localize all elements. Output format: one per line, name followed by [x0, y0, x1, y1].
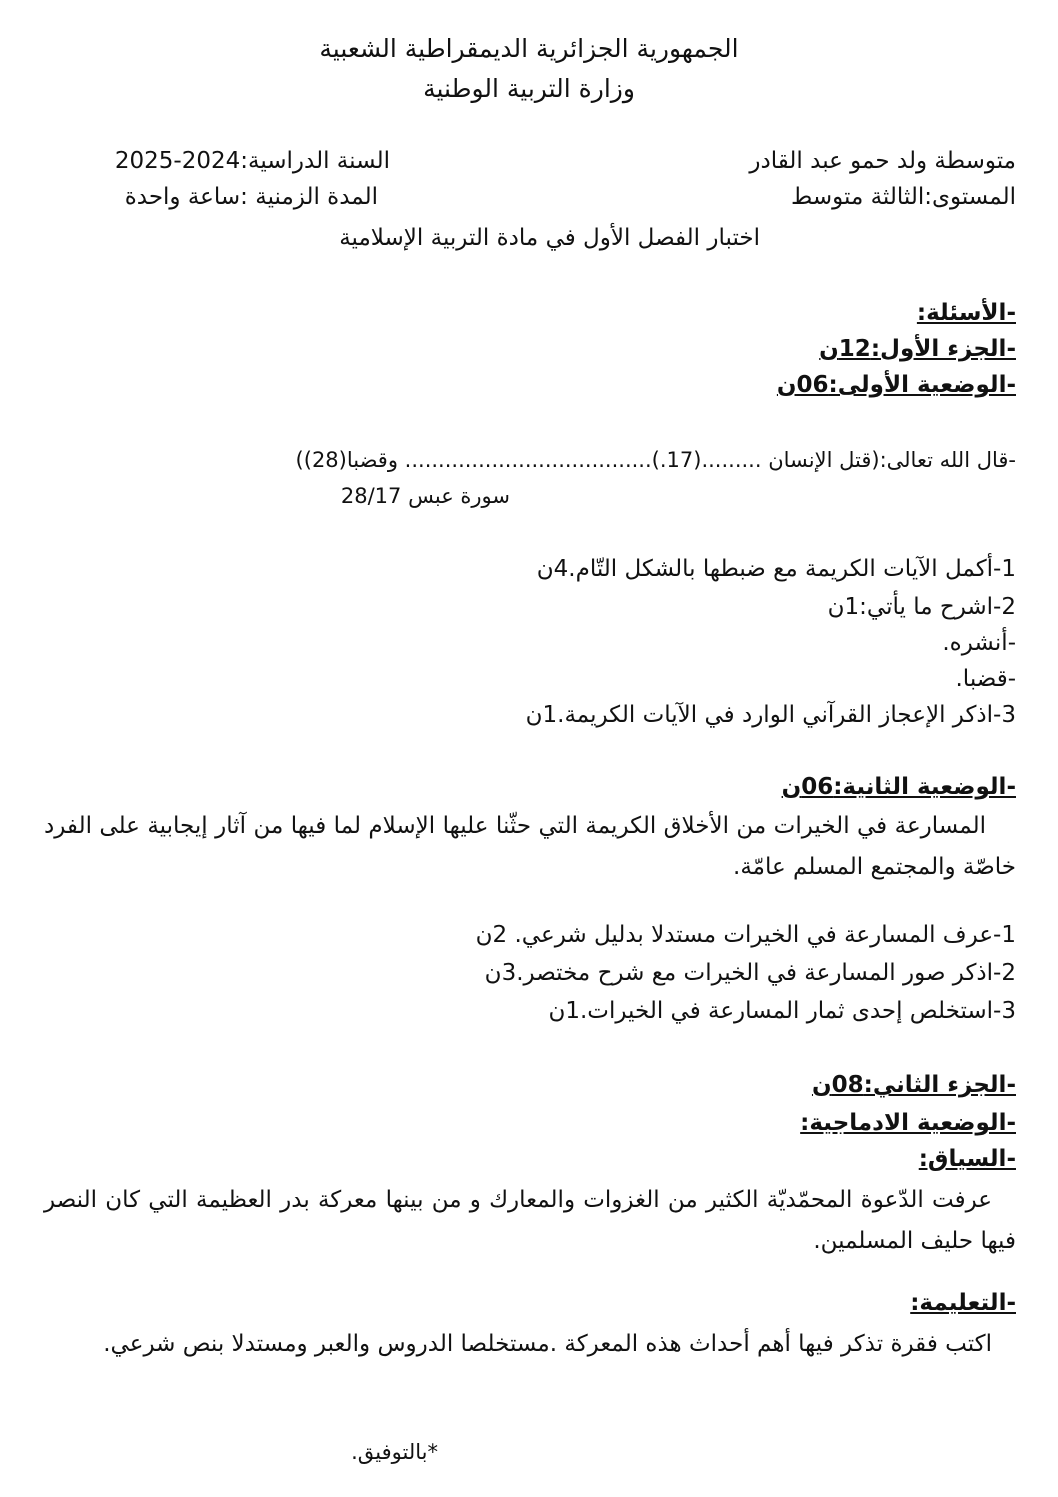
s2-question-2: 2-اذكر صور المسارعة في الخيرات مع شرح مختصر.3ن: [484, 960, 1016, 986]
school-year: السنة الدراسية:2024-2025: [114, 148, 390, 174]
level: المستوى:الثالثة متوسط: [791, 184, 1016, 210]
situation2-text: المسارعة في الخيرات من الأخلاق الكريمة التي حثّنا عليها الإسلام لما فيها من آثار إيجابية على الفرد خاصّة والمجتمع المسلم عامّة.: [44, 813, 1016, 880]
task-text: اكتب فقرة تذكر فيها أهم أحداث هذه المعركة .مستخلصا الدروس والعبر ومستدلا بنص شرعي.: [103, 1331, 992, 1357]
s2-question-3: 3-استخلص إحدى ثمار المسارعة في الخيرات.1ن: [548, 998, 1016, 1024]
context-heading: -السياق:: [918, 1146, 1016, 1172]
part1-heading: -الجزء الأول:12ن: [819, 336, 1016, 362]
school-name: متوسطة ولد حمو عبد القادر: [749, 148, 1016, 174]
good-luck: *بالتوفيق.: [351, 1440, 438, 1464]
situation2-heading: -الوضعية الثانية:06ن: [781, 774, 1016, 800]
integration-heading: -الوضعية الادماجية:: [800, 1110, 1016, 1136]
question-2: 2-اشرح ما يأتي:1ن: [827, 594, 1016, 620]
verse-line: -قال الله تعالى:(قتل الإنسان .........(17.)..................................... وقضبا(28)): [295, 448, 1016, 472]
question-2b: -قضبا.: [955, 666, 1016, 692]
questions-heading: -الأسئلة:: [916, 300, 1016, 326]
verse-reference: سورة عبس 28/17: [340, 484, 510, 508]
context-text: عرفت الدّعوة المحمّديّة الكثير من الغزوات والمعارك و من بينها معركة بدر العظيمة التي كان النصر فيها حليف المسلمين.: [44, 1187, 1016, 1254]
question-1: 1-أكمل الآيات الكريمة مع ضبطها بالشكل التّام.4ن: [536, 556, 1016, 582]
question-3: 3-اذكر الإعجاز القرآني الوارد في الآيات الكريمة.1ن: [525, 702, 1016, 728]
question-2a: -أنشره.: [942, 630, 1016, 656]
duration: المدة الزمنية :ساعة واحدة: [124, 184, 378, 210]
s2-question-1: 1-عرف المسارعة في الخيرات مستدلا بدليل شرعي. 2ن: [475, 922, 1016, 948]
republic-title: الجمهورية الجزائرية الديمقراطية الشعبية: [319, 34, 739, 63]
ministry-title: وزارة التربية الوطنية: [423, 74, 635, 103]
exam-title: اختبار الفصل الأول في مادة التربية الإسلامية: [339, 225, 760, 251]
task-heading: -التعليمة:: [910, 1290, 1016, 1316]
part2-heading: -الجزء الثاني:08ن: [811, 1072, 1016, 1098]
situation1-heading: -الوضعية الأولى:06ن: [776, 372, 1016, 398]
